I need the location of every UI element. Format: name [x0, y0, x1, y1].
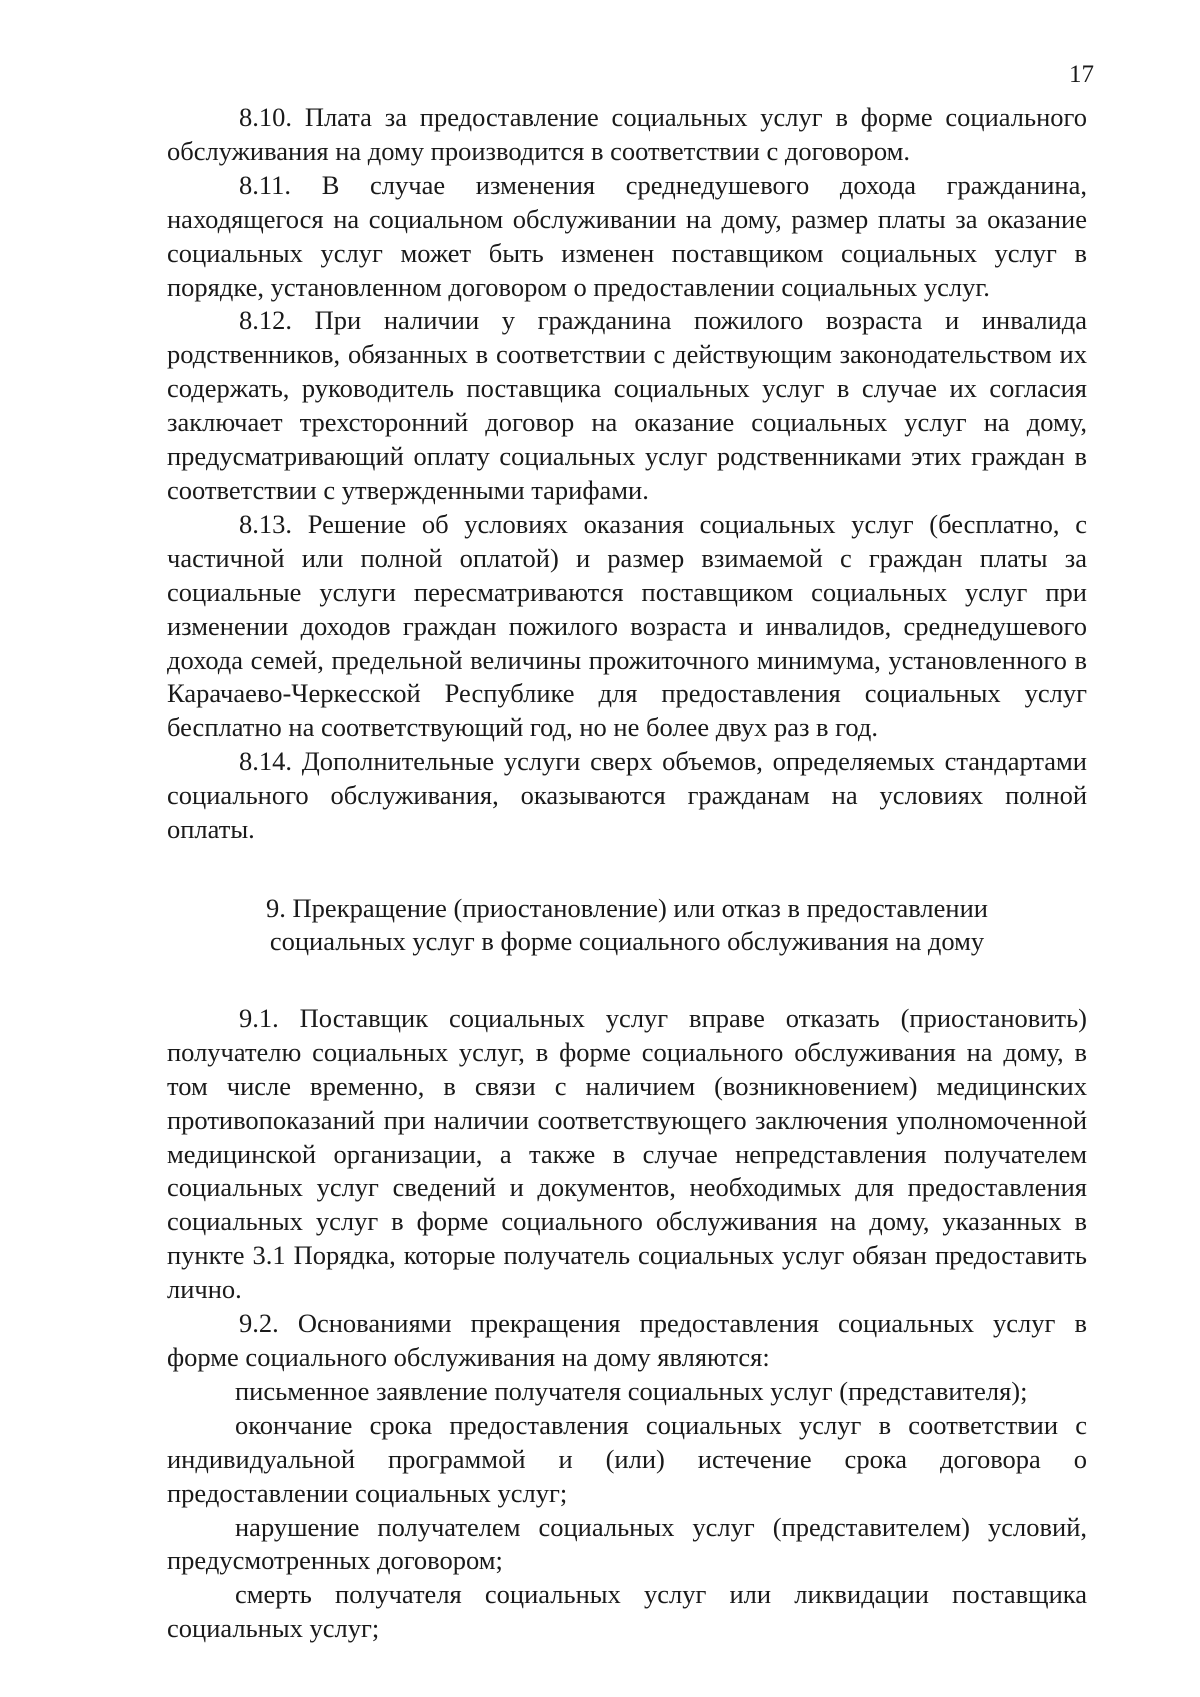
paragraph-8-13: 8.13. Решение об условиях оказания социальных услуг (бесплатно, с частичной или полной оплатой) и размер взимаемой с граждан платы за социальные услуги пересматриваются поставщиком социальных услуг при изменении доходов граждан пожилого возраста и инвалидов, среднедушевого дохода семей, предельной величины прожиточного минимума, установленного в Карачаево-Черкесской Республике для предоставления социальных услуг бесплатно на соответствующий год, но не более двух раз в год.	[167, 508, 1087, 743]
paragraph-8-12: 8.12. При наличии у гражданина пожилого возраста и инвалида родственников, обязанных в соответствии с действующим законодательством их содержать, руководитель поставщика социальных услуг в случае их согласия заключает трехсторонний договор на оказание социальных услуг на дому, предусматривающий оплату социальных услуг родственниками этих граждан в соответствии с утвержденными тарифами.	[167, 305, 1087, 505]
list-item: письменное заявление получателя социальных услуг (представителя);	[235, 1375, 1028, 1406]
document-body	[167, 101, 1087, 1646]
page-number: 17	[1069, 61, 1094, 88]
paragraph-8-14: 8.14. Дополнительные услуги сверх объемов, определяемых стандартами социального обслуживания, оказываются гражданам на условиях полной оплаты.	[167, 746, 1087, 845]
list-item: окончание срока предоставления социальных услуг в соответствии с индивидуальной программой и (или) истечение срока договора о предоставлении социальных услуг;	[167, 1409, 1087, 1508]
paragraph-9-1: 9.1. Поставщик социальных услуг вправе отказать (приостановить) получателю социальных услуг, в форме социального обслуживания на дому, в том числе временно, в связи с наличием (возникновением) медицинских противопоказаний при наличии соответствующего заключения уполномоченной медицинской организации, а также в случае непредставления получателем социальных услуг сведений и документов, необходимых для предоставления социальных услуг в форме социального обслуживания на дому, указанных в пункте 3.1 Порядка, которые получатель социальных услуг обязан предоставить лично.	[167, 1002, 1087, 1305]
paragraph-9-2: 9.2. Основаниями прекращения предоставления социальных услуг в форме социального обслуживания на дому являются:	[167, 1308, 1087, 1372]
section-heading-line-1: 9. Прекращение (приостановление) или отказ в предоставлении	[266, 892, 988, 923]
section-9-heading	[167, 892, 1087, 959]
list-item: нарушение получателем социальных услуг (представителем) условий, предусмотренных договором;	[167, 1511, 1087, 1576]
paragraph-8-10: 8.10. Плата за предоставление социальных услуг в форме социального обслуживания на дому производится в соответствии с договором.	[167, 102, 1087, 166]
section-heading-line-2: социальных услуг в форме социального обслуживания на дому	[269, 926, 985, 957]
paragraph-8-11: 8.11. В случае изменения среднедушевого дохода гражданина, находящегося на социальном обслуживании на дому, размер платы за оказание социальных услуг может быть изменен поставщиком социальных услуг в порядке, установленном договором о предоставлении социальных услуг.	[167, 169, 1087, 302]
list-item: смерть получателя социальных услуг или ликвидации поставщика социальных услуг;	[167, 1579, 1087, 1644]
